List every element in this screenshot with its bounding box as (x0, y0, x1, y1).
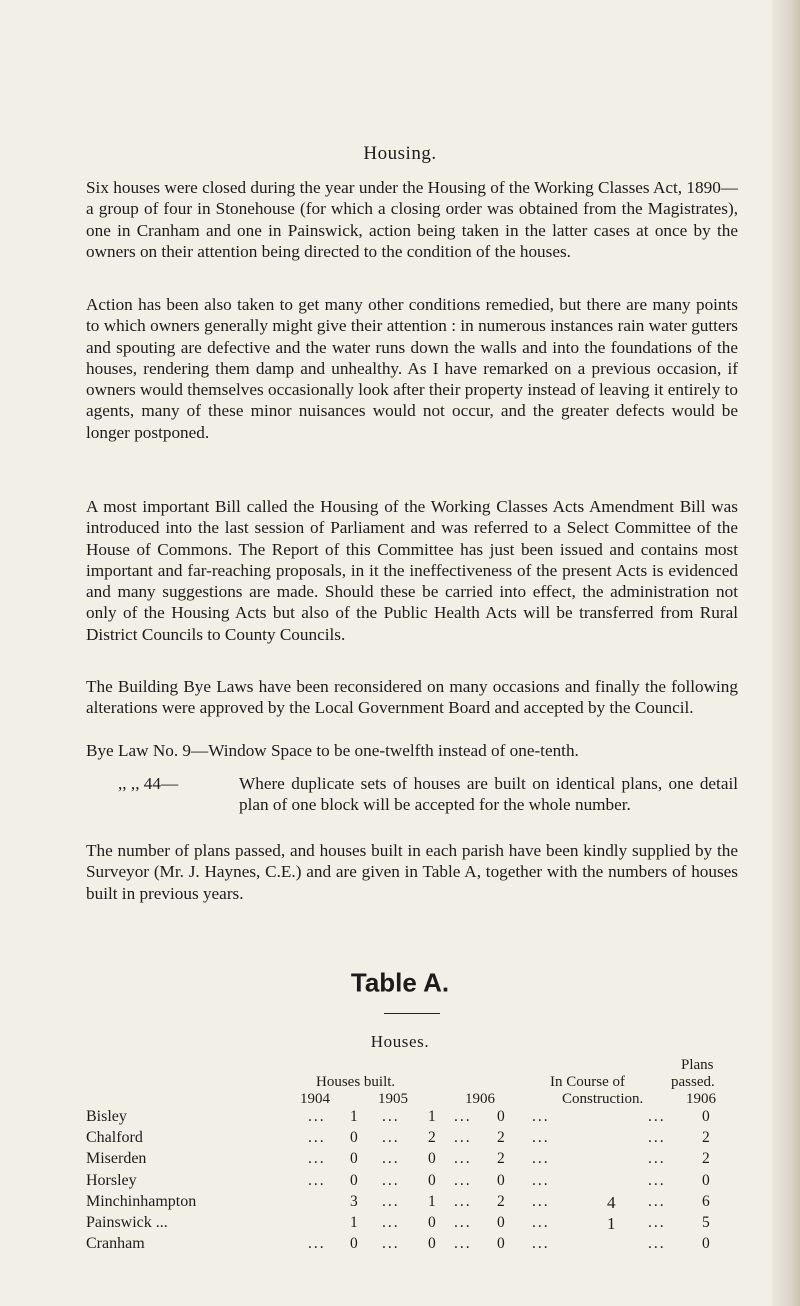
leader-dots: ... (382, 1235, 400, 1253)
bye-law-44-text: Where duplicate sets of houses are built on identical plans, one detail plan of one block will be accepted for the whole number. (239, 774, 738, 815)
table-title: Table A. (350, 967, 450, 998)
leader-dots: ... (308, 1235, 326, 1253)
bye-law-9 (86, 740, 746, 761)
leader-dots: ... (648, 1150, 666, 1168)
leader-dots: ... (648, 1108, 666, 1125)
houses-1905: 1 (428, 1192, 436, 1210)
plans-header-line1: Plans (681, 1057, 714, 1073)
parish-name: Bisley (86, 1108, 127, 1125)
bye-law-prefix: Bye Law No. 9— (86, 741, 209, 760)
houses-1904: 1 (350, 1108, 358, 1125)
table-row (0, 1129, 800, 1149)
bye-law-text: Window Space to be one-twelfth instead of one-tenth. (208, 741, 579, 760)
leader-dots: ... (454, 1192, 472, 1210)
houses-1904: 0 (350, 1150, 358, 1168)
leader-dots: ... (532, 1108, 550, 1125)
year-header-1905: 1905 (378, 1091, 408, 1107)
plans-passed-1906: 5 (702, 1214, 710, 1231)
plans-passed-1906: 2 (702, 1129, 710, 1147)
leader-dots: ... (382, 1214, 400, 1231)
houses-1904: 0 (350, 1171, 358, 1189)
table-row (0, 1150, 800, 1170)
construction-header-line1: In Course of (550, 1074, 625, 1090)
table-row (0, 1108, 800, 1128)
leader-dots: ... (454, 1150, 472, 1168)
leader-dots: ... (308, 1150, 326, 1168)
leader-dots: ... (532, 1235, 550, 1253)
leader-dots: ... (308, 1171, 326, 1189)
houses-1906: 0 (497, 1214, 505, 1231)
parish-name: Chalford (86, 1129, 143, 1147)
paragraph-closed-houses: Six houses were closed during the year under the Housing of the Working Classes Act, 1890—a group of four in Stonehouse (for which a closing order was obtained from the Magistrates), one in Cranham and one in Painswick, action being taken in the latter cases at once by the owners on their attention being directed to the condition of the houses. (86, 178, 738, 261)
leader-dots: ... (308, 1129, 326, 1147)
leader-dots: ... (454, 1108, 472, 1125)
houses-built-header: Houses built. (316, 1074, 396, 1090)
leader-dots: ... (382, 1171, 400, 1189)
houses-1904: 0 (350, 1235, 358, 1253)
houses-1905: 0 (428, 1214, 436, 1231)
leader-dots: ... (532, 1129, 550, 1147)
plans-passed-1906: 2 (702, 1150, 710, 1168)
leader-dots: ... (648, 1214, 666, 1231)
plans-passed-1906: 0 (702, 1171, 710, 1189)
parish-name: Minchinhampton (86, 1192, 197, 1210)
plans-passed-1906: 6 (702, 1192, 710, 1210)
leader-dots: ... (308, 1108, 326, 1125)
houses-1906: 0 (497, 1171, 505, 1189)
table-row (0, 1193, 800, 1213)
leader-dots: ... (382, 1129, 400, 1147)
parish-name: Cranham (86, 1235, 145, 1253)
leader-dots: ... (382, 1150, 400, 1168)
houses-1905: 0 (428, 1235, 436, 1253)
year-header-1904: 1904 (300, 1091, 330, 1107)
paragraph-conditions-remedied: Action has been also taken to get many other conditions remedied, but there are many points to which owners generally might give their attention : in numerous instances rain water gutters and spouting are defective and the water runs down the walls and into the foundations of the houses, rendering them damp and unhealthy. As I have remarked on a previous occasion, if owners would themselves occasionally look after their property instead of leaving it entirely to agents, many of these minor nuisances would not occur, and the greater defects would be longer postponed. (86, 295, 738, 442)
houses-1904: 3 (350, 1192, 358, 1210)
plans-passed-1906: 0 (702, 1235, 710, 1253)
paragraph-plans-passed: The number of plans passed, and houses built in each parish have been kindly supplied by the Surveyor (Mr. J. Haynes, C.E.) and are given in Table A, together with the numbers of houses built in previous years. (86, 841, 738, 903)
leader-dots: ... (532, 1171, 550, 1189)
in-construction: 1 (607, 1214, 616, 1233)
leader-dots: ... (454, 1214, 472, 1231)
table-row (0, 1172, 800, 1192)
leader-dots: ... (648, 1235, 666, 1253)
leader-dots: ... (648, 1129, 666, 1147)
leader-dots: ... (532, 1192, 550, 1210)
houses-1906: 0 (497, 1108, 505, 1125)
plans-header-line2: passed. (671, 1074, 715, 1090)
houses-1906: 2 (497, 1129, 505, 1147)
leader-dots: ... (532, 1150, 550, 1168)
plans-header-year: 1906 (686, 1091, 716, 1107)
parish-name: Horsley (86, 1171, 137, 1189)
construction-header-line2: Construction. (562, 1091, 644, 1107)
plans-passed-1906: 0 (702, 1108, 710, 1125)
year-header-1906: 1906 (465, 1091, 495, 1107)
leader-dots: ... (382, 1108, 400, 1125)
title-underline (384, 1013, 440, 1014)
leader-dots: ... (648, 1171, 666, 1189)
houses-1905: 2 (428, 1129, 436, 1147)
leader-dots: ... (454, 1129, 472, 1147)
houses-1906: 0 (497, 1235, 505, 1253)
houses-1904: 1 (350, 1214, 358, 1231)
table-subtitle: Houses. (370, 1032, 430, 1051)
leader-dots: ... (454, 1171, 472, 1189)
houses-1906: 2 (497, 1150, 505, 1168)
leader-dots: ... (454, 1235, 472, 1253)
houses-1905: 0 (428, 1150, 436, 1168)
page-heading: Housing. (363, 143, 437, 164)
parish-name: Painswick ... (86, 1214, 168, 1231)
paragraph-housing-bill: A most important Bill called the Housing of the Working Classes Acts Amendment Bill was introduced into the last session of Parliament and was referred to a Select Committee of the House of Commons. The Report of this Committee has just been issued and contains most important and far-reaching proposals, in it the ineffectiveness of the present Acts is evidenced and many suggestions are made. Should these be carried into effect, the administration not only of the Housing Acts but also of the Public Health Acts will be transferred from Rural District Councils to County Councils. (86, 497, 738, 644)
leader-dots: ... (648, 1192, 666, 1210)
paragraph-bye-laws: The Building Bye Laws have been reconsidered on many occasions and finally the following alterations were approved by the Local Government Board and accepted by the Council. (86, 677, 738, 718)
houses-1904: 0 (350, 1129, 358, 1147)
parish-name: Miserden (86, 1150, 147, 1168)
leader-dots: ... (382, 1192, 400, 1210)
bye-law-prefix: ,, ,, 44— (118, 774, 179, 793)
houses-1906: 2 (497, 1192, 505, 1210)
houses-1905: 0 (428, 1171, 436, 1189)
table-row (0, 1214, 800, 1234)
houses-1905: 1 (428, 1108, 436, 1125)
leader-dots: ... (532, 1214, 550, 1231)
table-row (0, 1235, 800, 1255)
in-construction: 4 (607, 1192, 616, 1212)
